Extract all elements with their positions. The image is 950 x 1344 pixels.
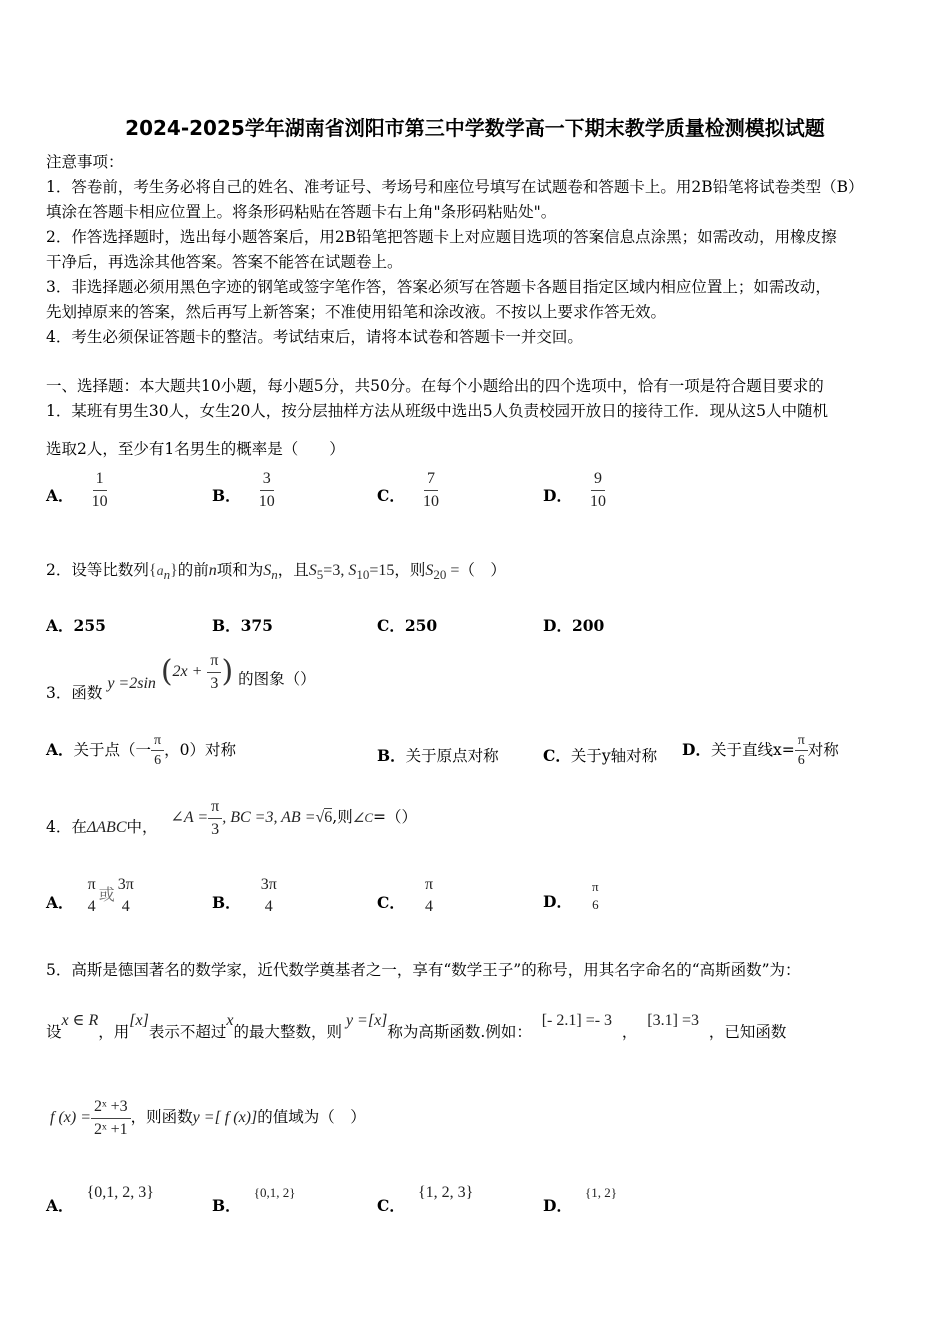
question-5-line2: 设x ∈ R，用[x]表示不超过x的最大整数，则y =[x]称为高斯函数.例如： [- 2.1] =- 3 ， [3.1] =3 ，已知函数 <box>46 1012 787 1041</box>
notice-line: 2．作答选择题时，选出每小题答案后，用2B铅笔把答题卡上对应题目选项的答案信息点涂黑；如需改动，用橡皮擦 <box>46 228 837 246</box>
q2-option-d: D．200 <box>543 616 605 635</box>
q1-option-d: D． $\frac{9}{10}$ <box>543 470 607 510</box>
question-5-line1: 5．高斯是德国著名的数学家，近代数学奠基者之一，享有“数学王子”的称号，用其名字命名的“高斯函数”为： <box>46 961 801 979</box>
notice-line: 3．非选择题必须用黑色字迹的钢笔或签字笔作答，答案必须写在答题卡各题目指定区域内相应位置上；如需改动， <box>46 278 831 296</box>
q5-option-d: D． {1, 2} <box>543 1185 618 1215</box>
notice-line: 填涂在答题卡相应位置上。将条形码粘贴在答题卡右上角"条形码粘贴处"。 <box>46 203 557 221</box>
q3-option-a: A．关于点（一 $\frac{\pi}{6}$ ，0）对称 <box>46 733 236 769</box>
q4-option-a: A． π 4 或 3π 4 <box>46 876 134 915</box>
question-1-line2: 选取2人，至少有1名男生的概率是（ ） <box>46 440 345 458</box>
q5-option-c: C． {1, 2, 3} <box>377 1184 474 1215</box>
notice-heading: 注意事项： <box>46 153 124 171</box>
page-title: 2024-2025学年湖南省浏阳市第三中学数学高一下期末教学质量检测模拟试题 <box>125 116 825 140</box>
q4-option-d: D． π 6 <box>543 879 599 913</box>
q1-option-a: A． $\frac{1}{10}$ <box>46 470 108 510</box>
notice-line: 4．考生必须保证答题卡的整洁。考试结束后，请将本试卷和答题卡一并交回。 <box>46 328 583 346</box>
question-1-line1: 1．某班有男生30人，女生20人，按分层抽样方法从班级中选出5人负责校园开放日的接待工作．现从这5人中随机 <box>46 402 829 420</box>
q4-option-b: B． 3π 4 <box>212 876 277 915</box>
q5-option-a: A． {0,1, 2, 3} <box>46 1184 154 1215</box>
q4-option-c: C． π 4 <box>377 876 434 915</box>
q2-option-b: B．375 <box>212 616 273 635</box>
notice-line: 1．答卷前，考生务必将自己的姓名、准考证号、考场号和座位号填写在试题卷和答题卡上。用2B铅笔将试卷类型（B） <box>46 178 864 196</box>
notice-line: 先划掉原来的答案，然后再写上新答案；不准使用铅笔和涂改液。不按以上要求作答无效。 <box>46 303 667 321</box>
q1-option-c: C． $\frac{7}{10}$ <box>377 470 439 510</box>
question-2: 2．设等比数列$\{a_n\}$的前n项和为$S_n$，且$S_5=3$, $S_{10}=15$，则$S_{20}$ =（ ） <box>46 561 506 583</box>
q3-option-c: C．关于y轴对称 <box>543 746 658 765</box>
q3-option-b: B．关于原点对称 <box>377 746 499 765</box>
q2-option-c: C．250 <box>377 616 438 635</box>
section-heading: 一、选择题：本大题共10小题，每小题5分，共50分。在每个小题给出的四个选项中，恰有一项是符合题目要求的 <box>46 377 824 395</box>
q1-option-b: B． $\frac{3}{10}$ <box>212 470 275 510</box>
q2-option-a: A．255 <box>46 616 106 635</box>
question-5-line3: f (x) = $\frac{\text{2ˣ +3}}{\text{2ˣ +1}}$ ，则函数y =[ f (x)]的值域为（ ） <box>50 1098 366 1138</box>
q3-option-d: D．关于直线x= $\frac{\pi}{6}$ 对称 <box>682 733 839 769</box>
q5-option-b: B． {0,1, 2} <box>212 1185 296 1215</box>
notice-line: 干净后，再选涂其他答案。答案不能答在试题卷上。 <box>46 253 403 271</box>
question-4: 4．在ΔABC中， ∠A = $\frac{\pi}{3}$ , BC =3, AB =√6,则∠C=（） <box>46 798 418 838</box>
question-3: 3．函数 y =2sin (2x + $\frac{\pi}{3}$ ) 的图象（） <box>46 652 316 703</box>
